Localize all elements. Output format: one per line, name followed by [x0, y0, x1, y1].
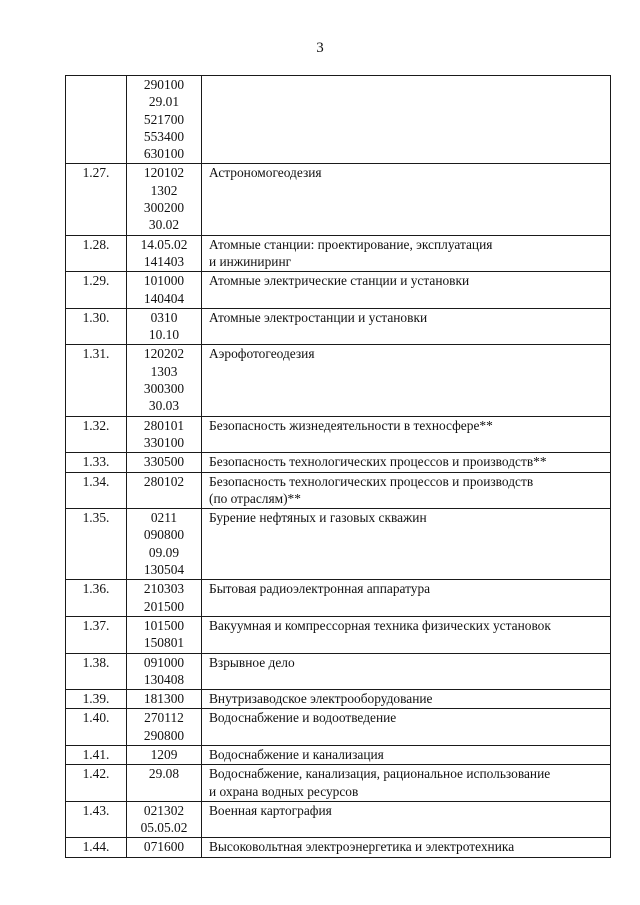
specialty-code: 0211 [150, 510, 178, 526]
specialty-codes [127, 801, 202, 838]
specialty-name-line: Бытовая радиоэлектронная аппаратура [209, 581, 431, 597]
specialty-name [202, 272, 611, 309]
table-row [66, 472, 611, 509]
table-row [66, 453, 611, 472]
specialty-name [202, 472, 611, 509]
table-row [66, 509, 611, 580]
specialty-name-line: Астрономогеодезия [209, 165, 322, 181]
specialty-code: 290100 [143, 77, 185, 92]
specialty-name-line: и инжиниринг [209, 253, 292, 269]
specialty-code: 300200 [143, 200, 185, 216]
specialty-code: 101500 [143, 617, 185, 633]
specialty-code: 1209 [150, 746, 178, 762]
specialty-codes [127, 653, 202, 690]
specialty-name-line: Атомные электростанции и установки [209, 309, 428, 325]
row-number: 1.31. [66, 345, 127, 416]
specialty-codes [127, 235, 202, 272]
row-number: 1.28. [66, 235, 127, 272]
specialty-code: 090800 [143, 527, 185, 543]
page-number: 3 [316, 40, 324, 56]
specialty-codes [127, 308, 202, 345]
specialty-name [202, 308, 611, 345]
specialty-name-line: Атомные станции: проектирование, эксплуатация [209, 236, 493, 252]
specialty-code: 1303 [150, 363, 178, 379]
row-number: 1.34. [66, 472, 127, 509]
specialty-codes [127, 272, 202, 309]
specialty-name [202, 76, 611, 164]
table-row [66, 308, 611, 345]
row-number: 1.36. [66, 580, 127, 617]
specialty-code: 140404 [143, 290, 185, 306]
row-number [66, 76, 127, 164]
table-row [66, 235, 611, 272]
specialty-name [202, 616, 611, 653]
table-row [66, 164, 611, 235]
row-number: 1.37. [66, 616, 127, 653]
specialty-codes [127, 164, 202, 235]
specialty-codes [127, 690, 202, 709]
specialty-code: 280101 [143, 417, 185, 433]
row-number: 1.27. [66, 164, 127, 235]
specialty-name-line: Взрывное дело [209, 654, 295, 670]
specialty-name [202, 453, 611, 472]
specialty-name [202, 801, 611, 838]
table-row [66, 690, 611, 709]
table-row [66, 745, 611, 764]
row-number: 1.39. [66, 690, 127, 709]
row-number: 1.43. [66, 801, 127, 838]
specialty-name-line: Бурение нефтяных и газовых скважин [209, 510, 427, 526]
specialty-code: 120102 [143, 165, 185, 181]
specialty-name [202, 653, 611, 690]
specialty-name-line: и охрана водных ресурсов [209, 783, 359, 799]
specialty-name [202, 345, 611, 416]
specialty-name-line: Безопасность технологических процессов и производств [209, 473, 534, 489]
specialty-name [202, 709, 611, 746]
specialty-code: 210303 [143, 581, 185, 597]
specialty-codes [127, 838, 202, 857]
specialty-code: 120202 [143, 346, 185, 362]
specialty-codes [127, 345, 202, 416]
specialty-code: 270112 [144, 710, 184, 726]
specialty-codes [127, 765, 202, 802]
specialty-table [65, 75, 611, 858]
table-row [66, 838, 611, 857]
specialty-name [202, 416, 611, 453]
specialty-code: 521700 [143, 111, 185, 127]
specialty-code: 30.02 [148, 217, 180, 233]
specialty-codes [127, 76, 202, 164]
table-row [66, 765, 611, 802]
specialty-name-line: Военная картография [209, 802, 332, 818]
specialty-code: 290800 [143, 727, 185, 743]
specialty-code: 553400 [143, 128, 185, 144]
specialty-code: 630100 [143, 146, 185, 162]
specialty-code: 10.10 [148, 327, 180, 343]
specialty-code: 101000 [143, 273, 185, 289]
row-number: 1.29. [66, 272, 127, 309]
table-row [66, 653, 611, 690]
specialty-code: 280102 [143, 473, 185, 489]
table-row [66, 616, 611, 653]
row-number: 1.30. [66, 308, 127, 345]
specialty-code: 14.05.02 [140, 236, 188, 252]
specialty-codes [127, 745, 202, 764]
specialty-name-line: Аэрофотогеодезия [209, 346, 315, 362]
specialty-code: 05.05.02 [140, 820, 188, 836]
row-number: 1.33. [66, 453, 127, 472]
table-row [66, 345, 611, 416]
table-row [66, 272, 611, 309]
specialty-name-line: Водоснабжение, канализация, рациональное использование [209, 766, 551, 782]
table-row [66, 580, 611, 617]
row-number: 1.41. [66, 745, 127, 764]
table-row [66, 416, 611, 453]
row-number: 1.40. [66, 709, 127, 746]
specialty-name-line: Безопасность технологических процессов и производств** [209, 454, 547, 470]
specialty-name-line: Безопасность жизнедеятельности в техносфере** [209, 417, 493, 433]
specialty-name [202, 235, 611, 272]
specialty-codes [127, 509, 202, 580]
specialty-name-line: Внутризаводское электрооборудование [209, 691, 433, 707]
specialty-code: 300300 [143, 381, 185, 397]
specialty-name [202, 745, 611, 764]
specialty-codes [127, 472, 202, 509]
row-number: 1.44. [66, 838, 127, 857]
specialty-code: 201500 [143, 598, 185, 614]
specialty-name-line: Атомные электрические станции и установки [209, 273, 470, 289]
table-row [66, 801, 611, 838]
specialty-code: 0310 [150, 309, 178, 325]
specialty-code: 091000 [143, 654, 185, 670]
specialty-name-line: Водоснабжение и водоотведение [209, 710, 397, 726]
specialty-code: 330500 [143, 454, 185, 470]
specialty-name-line: Водоснабжение и канализация [209, 746, 384, 762]
specialty-codes [127, 580, 202, 617]
row-number: 1.38. [66, 653, 127, 690]
specialty-code: 130504 [143, 562, 185, 578]
specialty-name [202, 164, 611, 235]
specialty-name-line: Высоковольтная электроэнергетика и электротехника [209, 839, 515, 855]
specialty-codes [127, 709, 202, 746]
specialty-name [202, 580, 611, 617]
specialty-name-line: (по отраслям)** [209, 490, 301, 506]
row-number: 1.35. [66, 509, 127, 580]
specialty-code: 1302 [150, 182, 178, 198]
specialty-name [202, 838, 611, 857]
specialty-code: 29.08 [148, 766, 180, 782]
table-row [66, 76, 611, 164]
row-number: 1.32. [66, 416, 127, 453]
specialty-name [202, 765, 611, 802]
specialty-code: 130408 [143, 671, 185, 687]
table-row [66, 709, 611, 746]
specialty-codes [127, 616, 202, 653]
table-body [66, 76, 611, 858]
specialty-name-line: Вакуумная и компрессорная техника физических установок [209, 617, 551, 633]
specialty-code: 181300 [143, 691, 185, 707]
specialty-code: 30.03 [148, 398, 180, 414]
specialty-name [202, 690, 611, 709]
specialty-code: 021302 [143, 802, 185, 818]
specialty-codes [127, 416, 202, 453]
specialty-code: 29.01 [148, 94, 180, 110]
specialty-code: 071600 [143, 839, 185, 855]
specialty-code: 141403 [143, 253, 185, 269]
row-number: 1.42. [66, 765, 127, 802]
specialty-code: 150801 [143, 635, 185, 651]
specialty-code: 09.09 [148, 544, 180, 560]
specialty-code: 330100 [143, 434, 185, 450]
specialty-codes [127, 453, 202, 472]
specialty-name [202, 509, 611, 580]
